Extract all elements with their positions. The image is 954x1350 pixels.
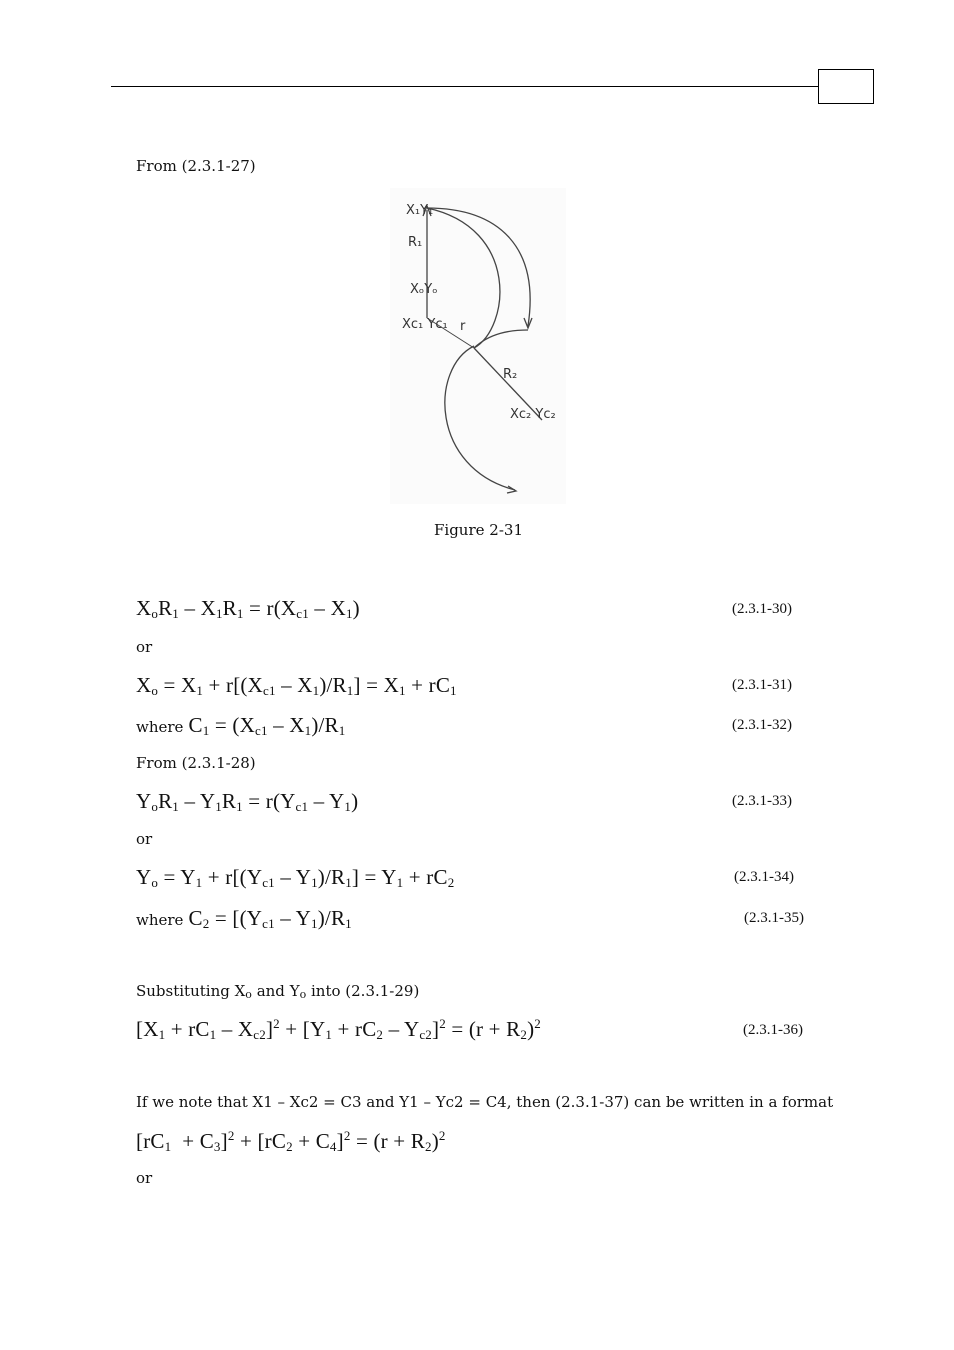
label-xc2yc2: Xc₂ Yc₂ (510, 407, 556, 422)
page-number-box (818, 69, 874, 104)
label-r2: R₂ (503, 367, 518, 382)
label-r1: R₁ (408, 235, 423, 250)
equation-33: $Y_oR_1 - Y_1R_1 = r(Y_{c1} - Y_1)$ (136, 789, 359, 814)
equation-34: $Y_o = Y_1 + r[(Y_{c1} - Y_1)/R_1] = Y_1 + rC_2$ (136, 865, 455, 890)
equation-30: $X_oR_1 - X_1R_1 = r(X_{c1} - X_1)$ (136, 596, 360, 621)
or-text-3: or (136, 1169, 153, 1187)
equation-37: $[rC_1 + C_3]^2 + [rC_2 + C_4]^2 = (r + R_2)^2$ (136, 1128, 446, 1154)
equation-number-33: (2.3.1-33) (732, 793, 792, 809)
equation-31: $X_o = X_1 + r[(X_{c1} - X_1)/R_1] = X_1 + rC_1$ (136, 673, 457, 698)
label-x1y1: X₁Y₁ (406, 203, 434, 218)
substituting-text: Substituting $X_o$ and $Y_o$ into (2.3.1-29) (136, 982, 420, 1001)
equation-36: $[X_1 + rC_1 - X_{c2}]^2 + [Y_1 + rC_2 - Y_{c2}]^2 = (r + R_2)^2$ (136, 1016, 541, 1042)
or-text-1: or (136, 638, 153, 656)
equation-number-31: (2.3.1-31) (732, 677, 792, 693)
where-text-2: where (136, 911, 184, 929)
equation-32: where $C_1 = (X_{c1} - X_1)/R_1$ (136, 713, 346, 738)
equation-number-30: (2.3.1-30) (732, 601, 792, 617)
label-xoyo: XₒYₒ (410, 282, 438, 297)
from-28-text: From (2.3.1-28) (136, 754, 256, 772)
intro-text: From (2.3.1-27) (136, 157, 256, 175)
equation-35: where $C_2 = [(Y_{c1} - Y_1)/R_1$ (136, 906, 352, 931)
equation-number-36: (2.3.1-36) (743, 1022, 803, 1038)
equation-number-35: (2.3.1-35) (744, 910, 804, 926)
label-r: r (460, 319, 466, 334)
note-text: If we note that X1 – Xc2 = C3 and Y1 – Yc2 = C4, then (2.3.1-37) can be written in a format (136, 1093, 834, 1111)
where-text-1: where (136, 718, 184, 736)
equation-number-34: (2.3.1-34) (734, 869, 794, 885)
figure-caption: Figure 2-31 (434, 521, 523, 539)
header-rule (111, 86, 818, 87)
equation-number-32: (2.3.1-32) (732, 717, 792, 733)
figure-2-31 (390, 188, 566, 504)
label-xc1yc1: Xc₁ Yc₁ (402, 317, 448, 332)
or-text-2: or (136, 830, 153, 848)
